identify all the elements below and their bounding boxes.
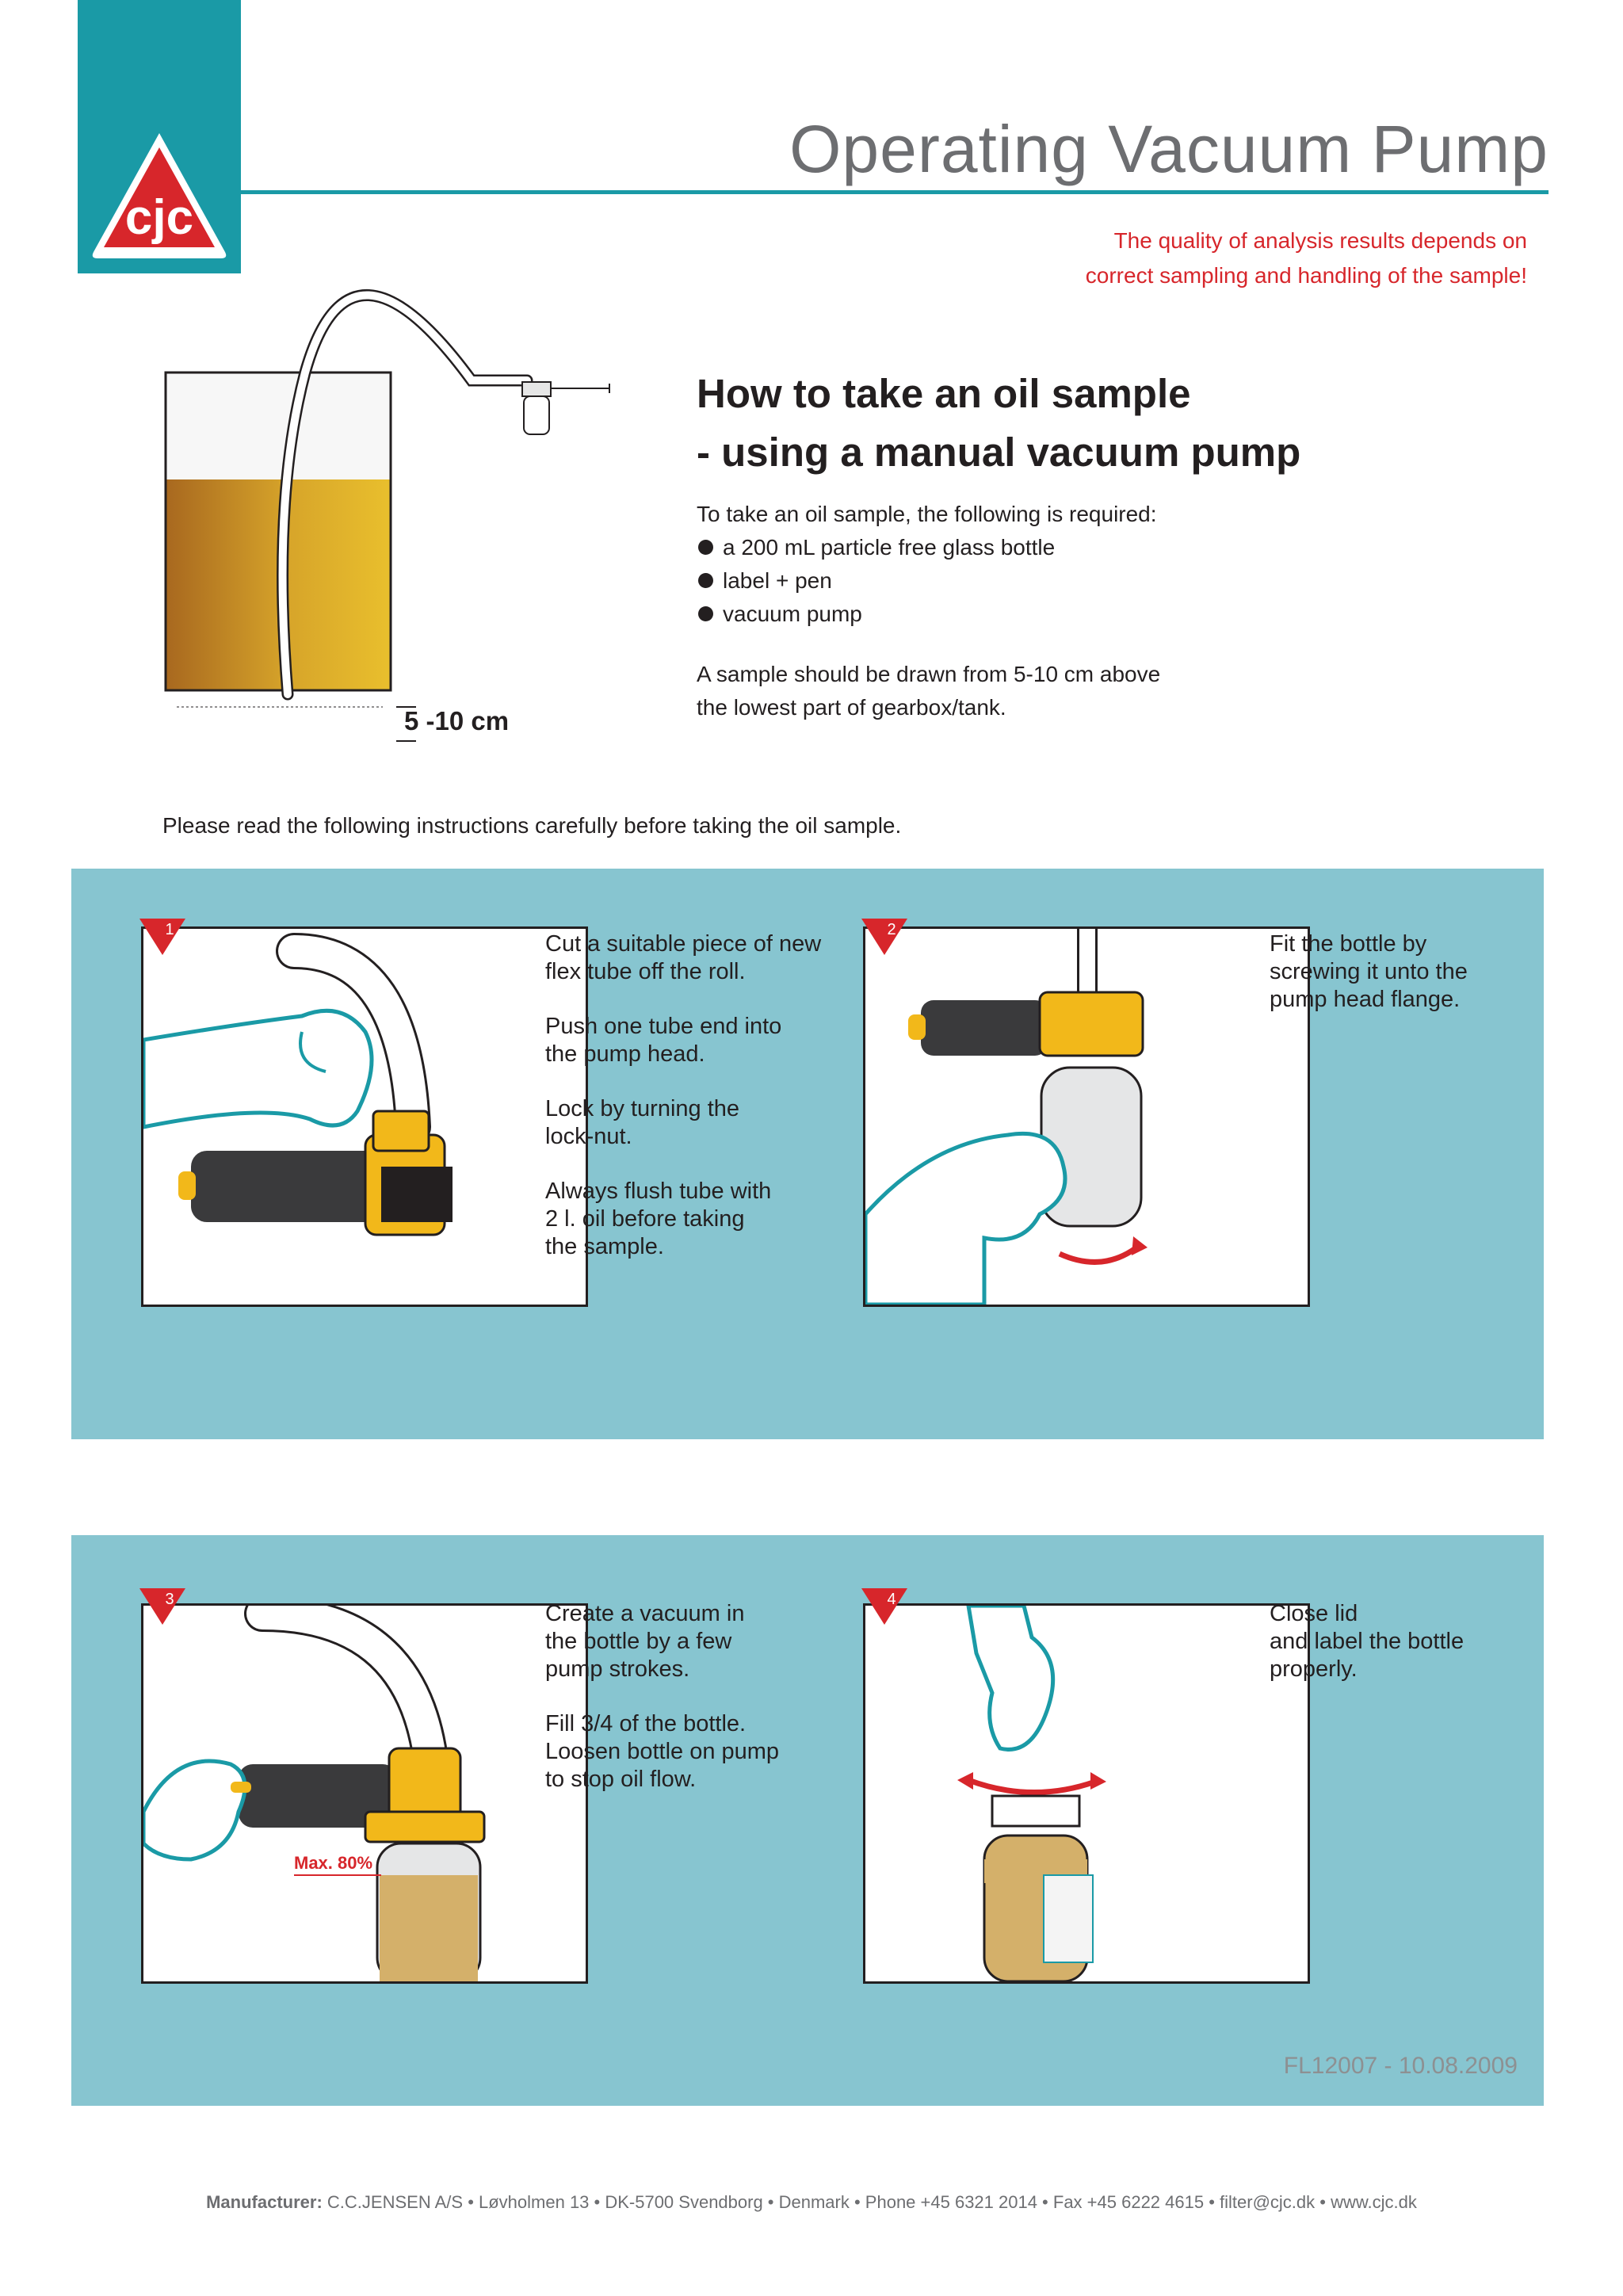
steps-panel-3-4 bbox=[71, 1535, 1544, 2106]
heading-line-1: How to take an oil sample bbox=[697, 371, 1191, 416]
step-paragraph: Cut a suitable piece of new flex tube off the roll. bbox=[545, 931, 822, 984]
list-item: vacuum pump bbox=[697, 598, 1157, 631]
step-paragraph: Fill 3/4 of the bottle. Loosen bottle on pump to stop oil flow. bbox=[545, 1711, 780, 1792]
step-2-image bbox=[863, 926, 1310, 1307]
distance-label: 5 -10 cm bbox=[404, 706, 510, 735]
footer bbox=[0, 2192, 1623, 2213]
step-number: 1 bbox=[165, 921, 174, 938]
step-4-text bbox=[1270, 1600, 1464, 1710]
list-item: a 200 mL particle free glass bottle bbox=[697, 531, 1157, 564]
heading-line-2: - using a manual vacuum pump bbox=[697, 430, 1301, 475]
step-paragraph: Fit the bottle by screwing it unto the pump head flange. bbox=[1270, 931, 1468, 1012]
list-item: label + pen bbox=[697, 564, 1157, 598]
page-title: Operating Vacuum Pump bbox=[789, 112, 1549, 186]
document-reference: FL12007 - 10.08.2009 bbox=[1283, 2053, 1518, 2079]
title-divider bbox=[241, 190, 1549, 194]
requirements-intro: To take an oil sample, the following is required: bbox=[697, 502, 1157, 526]
step-1-illustration bbox=[143, 929, 586, 1305]
tank-illustration bbox=[155, 262, 654, 753]
cjc-logo bbox=[78, 0, 241, 273]
sample-note-line-2: the lowest part of gearbox/tank. bbox=[697, 695, 1006, 720]
step-3-text bbox=[545, 1600, 779, 1820]
instructions-note: Please read the following instructions carefully before taking the oil sample. bbox=[162, 813, 902, 838]
step-number: 2 bbox=[887, 921, 896, 938]
steps-panel-1-2 bbox=[71, 869, 1544, 1439]
quality-notice bbox=[1086, 223, 1527, 293]
footer-label: Manufacturer: bbox=[206, 2192, 323, 2212]
logo-text: cjc bbox=[124, 190, 194, 245]
step-1-image bbox=[141, 926, 588, 1307]
sample-note-line-1: A sample should be drawn from 5-10 cm above bbox=[697, 662, 1161, 686]
step-number: 3 bbox=[165, 1591, 174, 1608]
brand-panel bbox=[78, 0, 241, 273]
quality-line-2: correct sampling and handling of the sample! bbox=[1085, 263, 1527, 288]
step-4-image bbox=[863, 1603, 1310, 1984]
quality-line-1: The quality of analysis results depends on bbox=[1113, 228, 1527, 253]
step-number: 4 bbox=[887, 1591, 896, 1608]
requirements-list bbox=[697, 531, 1157, 631]
step-paragraph: Push one tube end into the pump head. bbox=[545, 1014, 782, 1067]
section-heading bbox=[697, 365, 1300, 482]
sample-note bbox=[697, 658, 1267, 724]
step-paragraph: Close lid and label the bottle properly. bbox=[1270, 1601, 1465, 1682]
step-4-illustration bbox=[865, 1606, 1308, 1981]
requirements bbox=[697, 498, 1157, 631]
footer-text: C.C.JENSEN A/S • Løvholmen 13 • DK-5700 Svendborg • Denmark • Phone +45 6321 2014 • Fax +45 6222 4615 • filter@cjc.dk • www.cjc.dk bbox=[327, 2192, 1417, 2212]
step-paragraph: Always flush tube with 2 l. oil before taking the sample. bbox=[545, 1179, 772, 1259]
step-paragraph: Create a vacuum in the bottle by a few pump strokes. bbox=[545, 1601, 745, 1682]
step-1-text bbox=[545, 930, 821, 1288]
step-2-illustration bbox=[865, 929, 1308, 1305]
step-2-text bbox=[1270, 930, 1468, 1041]
step-paragraph: Lock by turning the lock-nut. bbox=[545, 1096, 740, 1149]
step-3-image bbox=[141, 1603, 588, 1984]
step-3-illustration bbox=[143, 1606, 586, 1981]
max-fill-label: Max. 80% bbox=[294, 1853, 373, 1873]
